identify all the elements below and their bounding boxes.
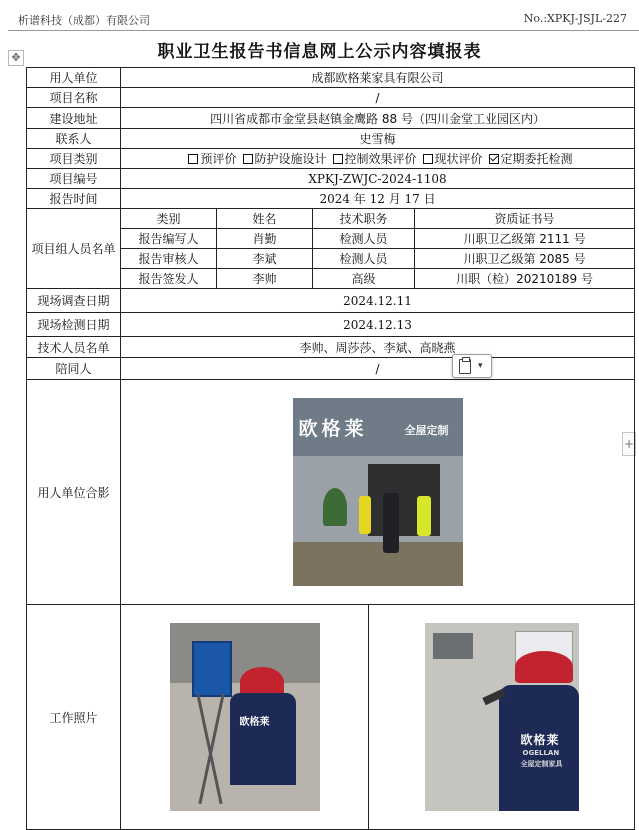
- employer-value[interactable]: 成都欧格莱家具有限公司: [121, 68, 635, 88]
- company-name: 析谱科技（成都）有限公司: [18, 14, 150, 27]
- contact-label: 联系人: [27, 129, 121, 149]
- escort-value[interactable]: /: [121, 358, 635, 380]
- member-title[interactable]: 检测人员: [313, 229, 415, 249]
- members-header-name: 姓名: [217, 209, 313, 229]
- row-project-name: [27, 88, 635, 108]
- project-no-value[interactable]: XPKJ-ZWJC-2024-1108: [121, 169, 635, 189]
- group-photo[interactable]: [293, 398, 463, 586]
- category-option[interactable]: [417, 152, 483, 166]
- test-date-value[interactable]: 2024.12.13: [121, 313, 635, 337]
- escort-label: 陪同人: [27, 358, 121, 380]
- category-options: [121, 149, 635, 169]
- member-role[interactable]: 报告签发人: [121, 269, 217, 289]
- work-photo-cell-right[interactable]: [369, 605, 635, 830]
- test-date-label: 现场检测日期: [27, 313, 121, 337]
- category-label: 项目类别: [27, 149, 121, 169]
- row-escort: [27, 358, 635, 380]
- worker-uniform: [499, 685, 579, 811]
- project-no-label: 项目编号: [27, 169, 121, 189]
- group-photo-label: 用人单位合影: [27, 380, 121, 605]
- machine-panel: [433, 633, 473, 659]
- member-role[interactable]: 报告编写人: [121, 229, 217, 249]
- employer-label: 用人单位: [27, 68, 121, 88]
- chevron-down-icon: ▾: [478, 361, 483, 371]
- clipboard-icon: [459, 359, 471, 374]
- potted-plant: [323, 488, 347, 526]
- person-vest-left: [359, 496, 371, 534]
- worker-uniform: [230, 693, 296, 785]
- row-contact: [27, 129, 635, 149]
- checkbox-icon[interactable]: [243, 154, 253, 164]
- row-report-time: [27, 189, 635, 209]
- uniform-logo-sub2: 全屋定制家具: [520, 760, 563, 768]
- category-option[interactable]: [483, 152, 573, 166]
- member-name[interactable]: 李斌: [217, 249, 313, 269]
- person-center: [383, 493, 399, 553]
- category-option[interactable]: [327, 152, 417, 166]
- member-name[interactable]: 肖勤: [217, 229, 313, 249]
- row-category: [27, 149, 635, 169]
- category-option-label: 控制效果评价: [344, 152, 417, 166]
- member-cert[interactable]: 川职卫乙级第 2111 号: [415, 229, 635, 249]
- worker-helmet: [515, 651, 573, 683]
- address-value[interactable]: 四川省成都市金堂县赵镇金鹰路 88 号（四川金堂工业园区内）: [121, 108, 635, 129]
- report-time-value[interactable]: 2024 年 12 月 17 日: [121, 189, 635, 209]
- members-header-row: [27, 209, 635, 229]
- disclosure-form-table: [26, 67, 635, 830]
- row-project-no: [27, 169, 635, 189]
- category-option-label: 防护设施设计: [254, 152, 327, 166]
- page-title: 职业卫生报告书信息网上公示内容填报表: [157, 42, 482, 62]
- row-address: [27, 108, 635, 129]
- tech-staff-value[interactable]: 李帅、周莎莎、李斌、高晓燕: [121, 337, 635, 358]
- members-header-cert: 资质证书号: [415, 209, 635, 229]
- member-cert[interactable]: 川职卫乙级第 2085 号: [415, 249, 635, 269]
- member-title[interactable]: 检测人员: [313, 249, 415, 269]
- factory-sign-text: 欧格莱: [298, 418, 368, 440]
- member-cert[interactable]: 川职（检）20210189 号: [415, 269, 635, 289]
- category-option-label: 现状评价: [434, 152, 483, 166]
- report-time-label: 报告时间: [27, 189, 121, 209]
- member-role[interactable]: 报告审核人: [121, 249, 217, 269]
- checkbox-icon[interactable]: [333, 154, 343, 164]
- work-photo-cell-left[interactable]: [121, 605, 369, 830]
- work-photo-right[interactable]: [425, 623, 579, 811]
- table-move-handle-icon[interactable]: ✥: [8, 50, 24, 66]
- factory-sign-sub: 全屋定制: [404, 424, 449, 437]
- members-header-title: 技术职务: [313, 209, 415, 229]
- category-option[interactable]: [182, 152, 236, 166]
- category-option-label: 预评价: [200, 152, 237, 166]
- address-label: 建设地址: [27, 108, 121, 129]
- row-tech-staff: [27, 337, 635, 358]
- tech-staff-label: 技术人员名单: [27, 337, 121, 358]
- project-name-label: 项目名称: [27, 88, 121, 108]
- ground: [293, 542, 463, 586]
- row-test-date: [27, 313, 635, 337]
- uniform-logo-text: 欧格莱: [239, 717, 270, 728]
- row-survey-date: [27, 289, 635, 313]
- row-employer: [27, 68, 635, 88]
- checked-checkbox-icon[interactable]: [489, 154, 499, 164]
- uniform-logo-text: 欧格莱: [520, 733, 560, 747]
- contact-value[interactable]: 史雪梅: [121, 129, 635, 149]
- work-photo-label: 工作照片: [27, 605, 121, 830]
- row-group-photo: [27, 380, 635, 605]
- survey-date-value[interactable]: 2024.12.11: [121, 289, 635, 313]
- header-divider: [8, 30, 639, 31]
- checkbox-icon[interactable]: [423, 154, 433, 164]
- sampling-device: [192, 641, 232, 697]
- group-photo-cell[interactable]: [121, 380, 635, 605]
- person-vest-right: [417, 496, 431, 536]
- row-work-photos: [27, 605, 635, 830]
- add-column-icon[interactable]: +: [622, 432, 636, 456]
- project-name-value[interactable]: /: [121, 88, 635, 108]
- survey-date-label: 现场调查日期: [27, 289, 121, 313]
- members-label: 项目组人员名单: [27, 209, 121, 289]
- members-header-role: 类别: [121, 209, 217, 229]
- document-number: No.:XPKJ-JSJL-227: [523, 12, 627, 25]
- paste-options-button[interactable]: [452, 354, 492, 378]
- checkbox-icon[interactable]: [188, 154, 198, 164]
- work-photo-left[interactable]: [170, 623, 320, 811]
- member-name[interactable]: 李帅: [217, 269, 313, 289]
- uniform-logo-sub: OGELLAN: [522, 749, 560, 757]
- category-option-label: 定期委托检测: [500, 152, 573, 166]
- member-title[interactable]: 高级: [313, 269, 415, 289]
- category-option[interactable]: [237, 152, 327, 166]
